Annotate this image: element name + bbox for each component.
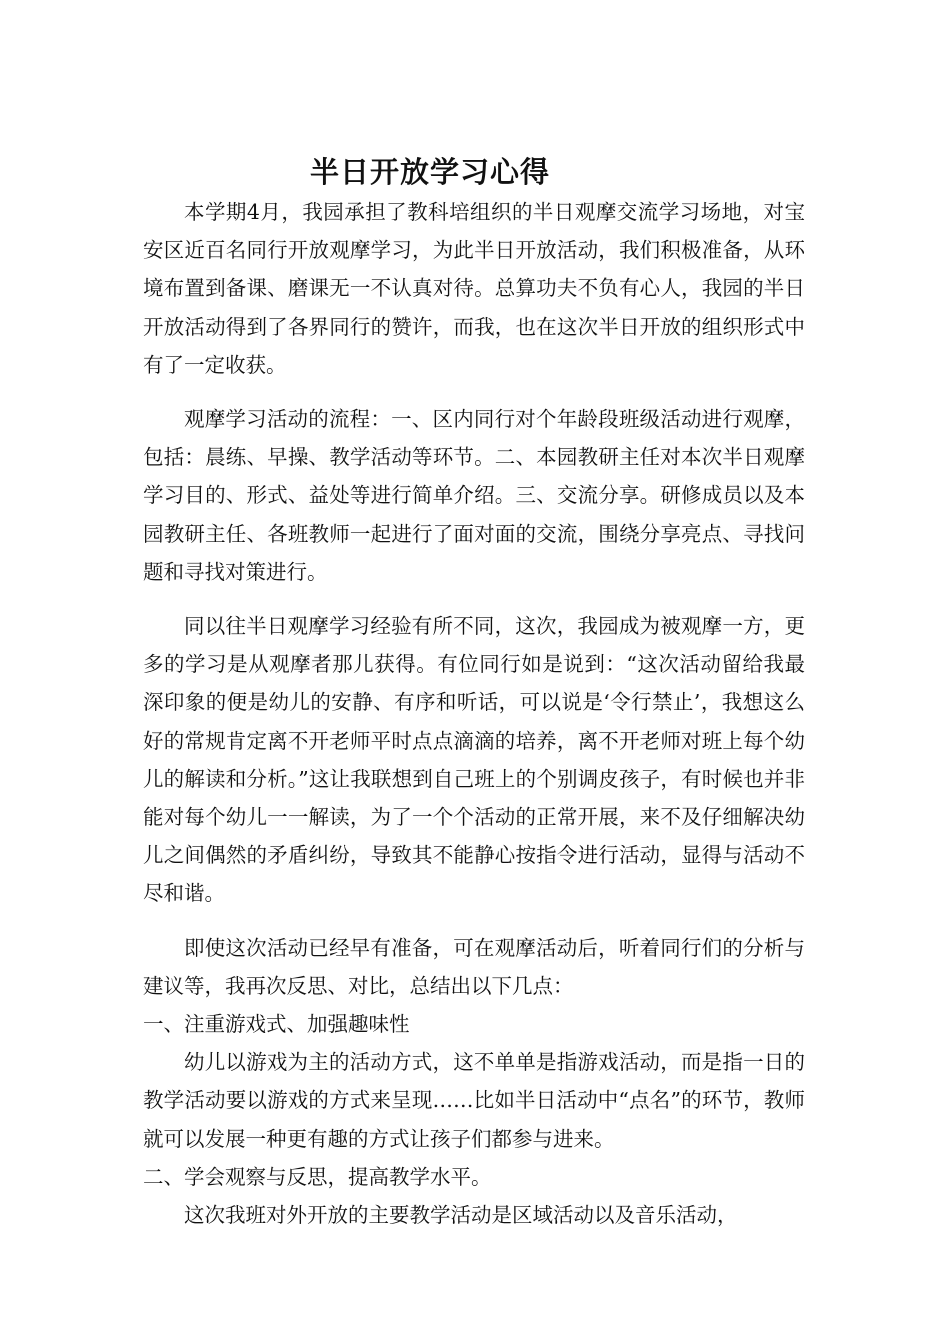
document-body xyxy=(143,193,805,1234)
section-heading-1: 一、注重游戏式、加强趣味性 xyxy=(143,1012,410,1037)
section-heading-2: 二、学会观察与反思，提高教学水平。 xyxy=(143,1164,492,1189)
document-title: 半日开放学习心得 xyxy=(309,155,550,189)
paragraph-2: 观摩学习活动的流程：一、区内同行对个年龄段班级活动进行观摩，包括：晨练、早操、教学活动等环节。二、本园教研主任对本次半日观摩学习目的、形式、益处等进行简单介绍。三、交流分享。研修成员以及本园教研主任、各班教师一起进行了面对面的交流，围绕分享亮点、寻找问题和寻找对策进行。 xyxy=(143,407,805,584)
paragraph-3: 同以往半日观摩学习经验有所不同，这次，我园成为被观摩一方，更多的学习是从观摩者那儿获得。有位同行如是说到：“这次活动留给我最深印象的便是幼儿的安静、有序和听话，可以说是‘令行禁止’，我想这么好的常规肯定离不开老师平时点点滴滴的培养，离不开老师对班上每个幼儿的解读和分析。”这让我联想到自己班上的个别调皮孩子，有时候也并非能对每个幼儿一一解读，为了一个个活动的正常开展，来不及仔细解决幼儿之间偶然的矛盾纠纷，导致其不能静心按指令进行活动，显得与活动不尽和谐。 xyxy=(143,614,805,906)
paragraph-4: 即使这次活动已经早有准备，可在观摩活动后，听着同行们的分析与建议等，我再次反思、对比，总结出以下几点： xyxy=(143,935,805,998)
paragraph-5: 幼儿以游戏为主的活动方式，这不单单是指游戏活动，而是指一日的教学活动要以游戏的方式来呈现……比如半日活动中“点名”的环节，教师就可以发展一种更有趣的方式让孩子们都参与进来。 xyxy=(143,1050,805,1151)
paragraph-1: 本学期4月，我园承担了教科培组织的半日观摩交流学习场地，对宝安区近百名同行开放观摩学习，为此半日开放活动，我们积极准备，从环境布置到备课、磨课无一不认真对待。总算功夫不负有心人，我园的半日开放活动得到了各界同行的赞许，而我，也在这次半日开放的组织形式中有了一定收获。 xyxy=(143,200,805,377)
paragraph-6: 这次我班对外开放的主要教学活动是区域活动以及音乐活动， xyxy=(184,1203,738,1228)
